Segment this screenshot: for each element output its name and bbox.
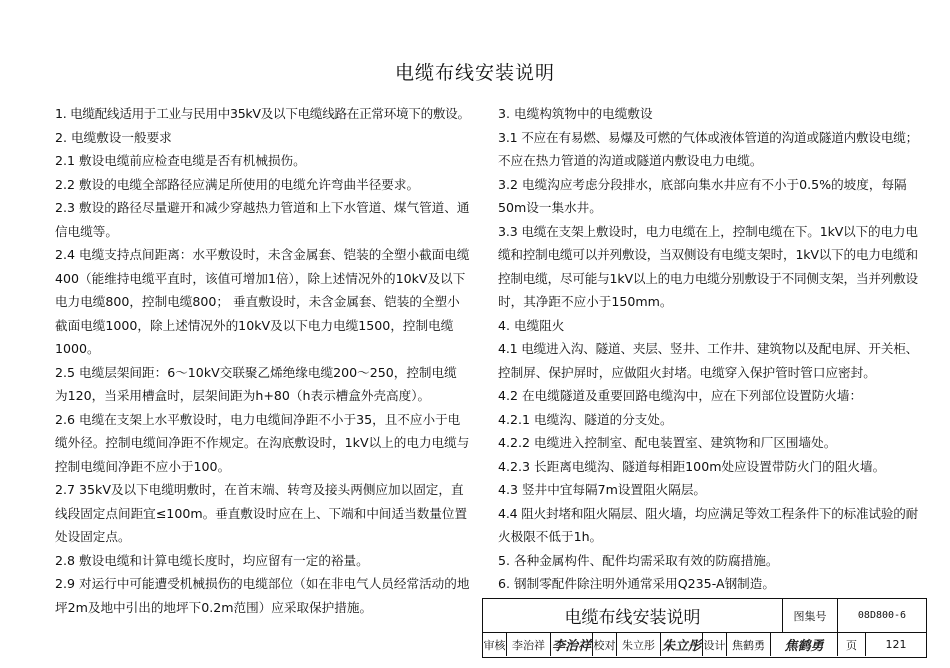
text-line: 4.2.1 电缆沟、隧道的分支处。 [498, 411, 673, 427]
text-line: 控制屏、保护屏时，应做阻火封堵。电缆穿入保护管时管口应密封。 [498, 364, 876, 380]
text-line: 50m设一集水井。 [498, 200, 602, 215]
review-signature: 李治祥 [551, 633, 593, 656]
text-line: 2.7 35kV及以下电缆明敷时，在首末端、转弯及接头两侧应加以固定，直 [55, 482, 464, 497]
text-line: 2. 电缆敷设一般要求 [55, 129, 172, 145]
text-line: 2.1 敷设电缆前应检查电缆是否有机械损伤。 [55, 153, 306, 168]
text-line: 坪2m及地中引出的地坪下0.2m范围）应采取保护措施。 [55, 599, 373, 615]
text-line: 2.6 电缆在支架上水平敷设时，电力电缆间净距不小于35，且不应小于电 [55, 411, 461, 427]
text-line: 电力电缆800，控制电缆800； 垂直敷设时，未含金属套、铠装的全塑小 [55, 294, 460, 309]
review-name: 李治祥 [507, 633, 551, 656]
page-title: 电缆布线安装说明 [394, 62, 555, 84]
text-line: 1000。 [55, 341, 100, 356]
text-line: 不应在热力管道的沟道或隧道内敷设电力电缆。 [498, 153, 763, 168]
text-line: 6. 钢制零配件除注明外通常采用Q235-A钢制造。 [498, 576, 775, 591]
check-label: 校对 [593, 633, 617, 656]
text-line: 400（能维持电缆平直时，该值可增加1倍），除上述情况外的10kV及以下 [55, 270, 466, 286]
text-line: 4.2 在电缆隧道及重要回路电缆沟中，应在下列部位设置防火墙： [498, 388, 863, 403]
text-line: 2.9 对运行中可能遭受机械损伤的电缆部位（如在非电气人员经常活动的地 [55, 576, 470, 591]
left-column [55, 102, 470, 619]
text-line: 截面电缆1000，除上述情况外的10kV及以下电力电缆1500，控制电缆 [55, 317, 454, 333]
text-line: 信电缆等。 [55, 223, 118, 239]
text-line: 4.4 阻火封堵和阻火隔层、阻火墙，均应满足等效工程条件下的标准试验的耐 [498, 505, 919, 521]
text-line: 4.3 竖井中宜每隔7m设置阻火隔层。 [498, 482, 707, 497]
check-signature: 朱立彤 [661, 633, 703, 656]
text-line: 2.5 电缆层架间距：6～10kV交联聚乙烯绝缘电缆200～250，控制电缆 [55, 364, 457, 380]
text-line: 控制电缆，尽可能与1kV以上的电力电缆分别敷设于不同侧支架，当并列敷设 [498, 270, 918, 286]
page-label: 页 [838, 633, 866, 656]
text-line: 3. 电缆构筑物中的电缆敷设 [498, 106, 653, 121]
text-line: 3.1 不应在有易燃、易爆及可燃的气体或液体管道的沟道或隧道内敷设电缆； [498, 129, 919, 145]
text-line: 2.3 敷设的路径尽量避开和减少穿越热力管道和上下水管道、煤气管道、通 [55, 200, 470, 215]
check-name: 朱立彤 [617, 633, 661, 656]
atlas-number: 08D800-6 [857, 610, 907, 621]
text-line: 缆和控制电缆可以并列敷设，当双侧设有电缆支架时，1kV以下的电力电缆和 [498, 247, 918, 262]
text-line: 火极限不低于1h。 [498, 529, 603, 544]
text-line: 2.4 电缆支持点间距离：水平敷设时，未含金属套、铠装的全塑小截面电缆 [55, 247, 470, 262]
text-line: 5. 各种金属构件、配件均需采取有效的防腐措施。 [498, 552, 779, 568]
atlas-label: 图集号 [783, 599, 838, 632]
review-label: 审核 [483, 633, 507, 656]
text-line: 1. 电缆配线适用于工业与民用中35kV及以下电缆线路在正常环境下的敷设。 [55, 106, 470, 121]
text-line: 4.1 电缆进入沟、隧道、夹层、竖井、工作井、建筑物以及配电屏、开关柜、 [498, 341, 919, 356]
text-line: 处设固定点。 [55, 529, 131, 544]
design-signature: 焦鹤勇 [771, 633, 838, 656]
text-line: 线段固定点间距宜≤100m。垂直敷设时应在上、下端和中间适当数量位置 [55, 505, 468, 521]
design-name: 焦鹤勇 [727, 633, 771, 656]
text-line: 2.2 敷设的电缆全部路径应满足所使用的电缆允许弯曲半径要求。 [55, 176, 420, 192]
design-label: 设计 [703, 633, 727, 656]
text-line: 3.3 电缆在支架上敷设时，电力电缆在上，控制电缆在下。1kV以下的电力电 [498, 223, 918, 239]
text-line: 4.2.3 长距离电缆沟、隧道每相距100m处应设置带防火门的阻火墙。 [498, 458, 886, 474]
page-number: 121 [885, 638, 907, 651]
text-line: 控制电缆间净距不应小于100。 [55, 458, 231, 474]
text-line: 为120，当采用槽盒时，层架间距为h+80（h表示槽盒外壳高度）。 [55, 388, 431, 403]
text-line: 2.8 敷设电缆和计算电缆长度时，均应留有一定的裕量。 [55, 552, 369, 568]
right-column [498, 102, 918, 596]
text-line: 时，其净距不应小于150mm。 [498, 294, 673, 309]
text-line: 4. 电缆阻火 [498, 317, 565, 333]
title-block [482, 598, 927, 658]
text-line: 4.2.2 电缆进入控制室、配电装置室、建筑物和厂区围墙处。 [498, 435, 837, 450]
text-line: 3.2 电缆沟应考虑分段排水，底部向集水井应有不小于0.5%的坡度，每隔 [498, 176, 907, 192]
title-block-title: 电缆布线安装说明 [483, 599, 783, 632]
text-line: 缆外径。控制电缆间净距不作规定。在沟底敷设时，1kV以上的电力电缆与 [55, 435, 470, 450]
